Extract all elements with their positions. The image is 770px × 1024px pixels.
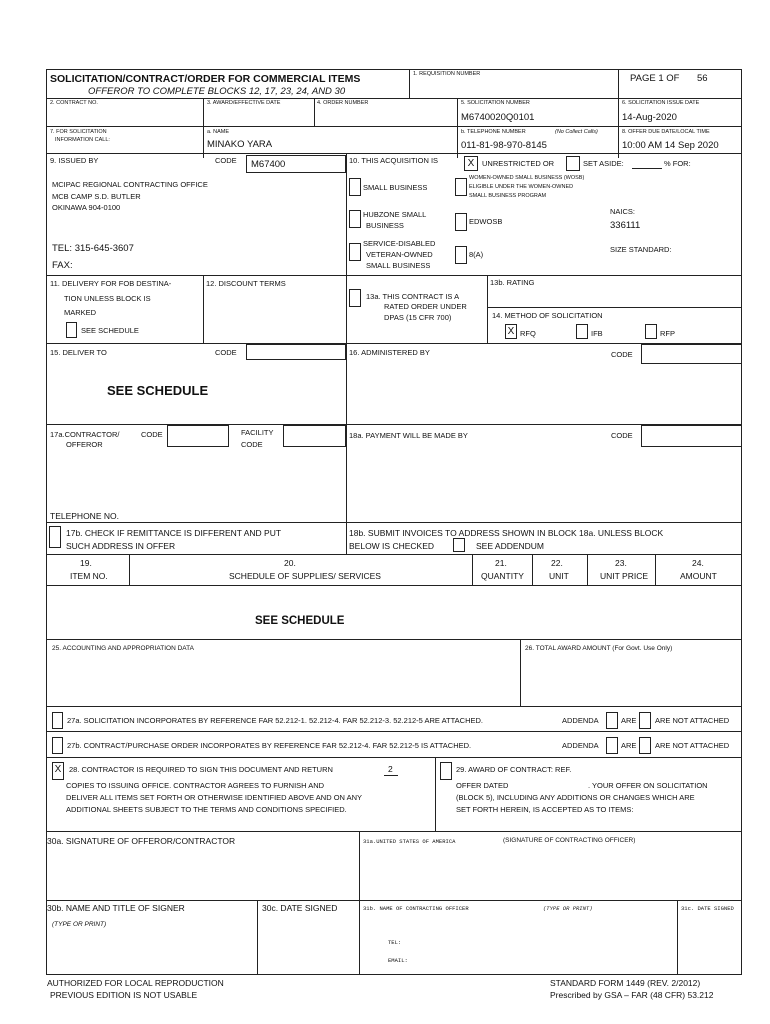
size-standard-label: SIZE STANDARD:: [610, 245, 672, 254]
far-27b-text: 27b. CONTRACT/PURCHASE ORDER INCORPORATES BY REFERENCE FAR 52.212-4. FAR 52.212-5 IS ATTACHED.: [67, 741, 472, 750]
sdvosb-label-1: SERVICE-DISABLED: [363, 239, 436, 248]
award-date-label: 3. AWARD/EFFECTIVE DATE: [207, 100, 281, 106]
naics-label: NAICS:: [610, 207, 636, 216]
rfq-label: RFQ: [520, 329, 536, 338]
rfp-label: RFP: [660, 329, 675, 338]
rated-order-line-3: DPAS (15 CFR 700): [384, 313, 452, 322]
col20-label: SCHEDULE OF SUPPLIES/ SERVICES: [229, 571, 381, 581]
block29-your-offer: . YOUR OFFER ON SOLICITATION: [588, 781, 708, 790]
delivery-label-1: 11. DELIVERY FOR FOB DESTINA-: [50, 279, 172, 288]
offer-due: 10:00 AM 14 Sep 2020: [622, 140, 719, 151]
hubzone-label-1: HUBZONE SMALL: [363, 210, 427, 219]
footer-left-2: PREVIOUS EDITION IS NOT USABLE: [50, 990, 198, 1000]
date-signed-label: 30c. DATE SIGNED: [262, 903, 338, 913]
info-call-label: 7. FOR SOLICITATION: [50, 129, 107, 135]
far-27b-addenda: ADDENDA: [562, 741, 599, 750]
set-aside-checkbox[interactable]: [566, 156, 580, 171]
ifb-label: IFB: [591, 329, 603, 338]
unrestricted-checkbox[interactable]: X: [464, 156, 478, 171]
order-number-label: 4. ORDER NUMBER: [317, 100, 369, 106]
facility-label: FACILITY: [241, 428, 274, 437]
facility-code-box: [283, 425, 346, 447]
issuer-address-line-1: MCIPAC REGIONAL CONTRACTING OFFICE: [52, 180, 208, 189]
set-aside-label: SET ASIDE:: [583, 159, 624, 168]
block28-line-1: 28. CONTRACTOR IS REQUIRED TO SIGN THIS DOCUMENT AND RETURN: [69, 765, 333, 774]
col22-number: 22.: [551, 558, 563, 568]
ifb-checkbox[interactable]: [576, 324, 588, 339]
page-label: PAGE 1 OF: [630, 73, 680, 84]
wosb-label-1: WOMEN-OWNED SMALL BUSINESS (WOSB): [469, 175, 585, 181]
contractor-code-label: CODE: [141, 430, 163, 439]
payment-code-box: [641, 425, 742, 447]
issued-by-code: M67400: [251, 159, 286, 170]
block29-offer-dated: OFFER DATED: [456, 781, 509, 790]
far-27a-checkbox[interactable]: [52, 712, 63, 729]
contractor-label-2: OFFEROR: [66, 440, 103, 449]
wosb-label-3: SMALL BUSINESS PROGRAM: [469, 193, 547, 199]
issued-by-label: 9. ISSUED BY: [50, 156, 99, 165]
edwosb-checkbox[interactable]: [455, 213, 467, 231]
co-tel-label: TEL:: [388, 939, 402, 946]
deliver-to-code-label: CODE: [215, 348, 237, 357]
see-addendum-checkbox[interactable]: [453, 538, 465, 552]
edwosb-label: EDWOSB: [469, 217, 503, 226]
rated-order-line-2: RATED ORDER UNDER: [384, 302, 467, 311]
eight-a-label: 8(A): [469, 250, 484, 259]
telephone-number: 011-81-98-970-8145: [461, 140, 547, 151]
telephone-no-label: TELEPHONE NO.: [50, 511, 119, 521]
see-addendum-label: SEE ADDENDUM: [476, 541, 545, 551]
far-27a-are-not: ARE NOT ATTACHED: [655, 716, 730, 725]
rated-order-checkbox[interactable]: [349, 289, 361, 307]
far-27b-are-not: ARE NOT ATTACHED: [655, 741, 730, 750]
total-award-label: 26. TOTAL AWARD AMOUNT (For Govt. Use Only): [525, 645, 673, 652]
hubzone-checkbox[interactable]: [349, 210, 361, 228]
unrestricted-label: UNRESTRICTED OR: [482, 159, 555, 168]
eight-a-checkbox[interactable]: [455, 246, 467, 264]
signature-offeror-label: 30a. SIGNATURE OF OFFEROR/CONTRACTOR: [47, 836, 236, 846]
delivery-label-3: MARKED: [64, 308, 97, 317]
block29-line-4: SET FORTH HEREIN, IS ACCEPTED AS TO ITEMS:: [456, 805, 634, 814]
delivery-see-schedule-checkbox[interactable]: [66, 322, 77, 338]
administered-code-label: CODE: [611, 350, 633, 359]
offer-due-label: 8. OFFER DUE DATE/LOCAL TIME: [622, 129, 710, 135]
col24-number: 24.: [692, 558, 704, 568]
wosb-checkbox[interactable]: [455, 178, 467, 196]
hubzone-label-2: BUSINESS: [366, 221, 404, 230]
far-27b-are-not-checkbox[interactable]: [639, 737, 651, 754]
delivery-see-schedule-label: SEE SCHEDULE: [81, 326, 139, 335]
issued-by-code-label: CODE: [215, 156, 237, 165]
invoice-line-1: 18b. SUBMIT INVOICES TO ADDRESS SHOWN IN BLOCK 18a. UNLESS BLOCK: [349, 528, 664, 538]
far-27a-text: 27a. SOLICITATION INCORPORATES BY REFERENCE FAR 52.212-1. 52.212-4. FAR 52.212-3. 52.212-5 ARE ATTACHED.: [67, 716, 483, 725]
block28-copies: 2: [388, 764, 393, 774]
block28-checkbox[interactable]: X: [52, 762, 64, 780]
percent-for-label: % FOR:: [664, 159, 691, 168]
far-27a-are-not-checkbox[interactable]: [639, 712, 651, 729]
issuer-address-line-2: MCB CAMP S.D. BUTLER: [52, 192, 141, 201]
issue-date-label: 6. SOLICITATION ISSUE DATE: [622, 100, 700, 106]
rfq-checkbox[interactable]: X: [505, 324, 517, 339]
col23-label: UNIT PRICE: [600, 571, 649, 581]
payment-label: 18a. PAYMENT WILL BE MADE BY: [349, 431, 468, 440]
col19-label: ITEM NO.: [70, 571, 108, 581]
col24-label: AMOUNT: [680, 571, 717, 581]
accounting-label: 25. ACCOUNTING AND APPROPRIATION DATA: [52, 645, 194, 652]
administered-by-label: 16. ADMINISTERED BY: [349, 348, 430, 357]
col21-label: QUANTITY: [481, 571, 524, 581]
signature-usa-label: 31a.UNITED STATES OF AMERICA: [363, 838, 456, 845]
discount-terms-label: 12. DISCOUNT TERMS: [206, 279, 286, 288]
deliver-to-code-box: [246, 344, 346, 360]
telephone-label: b. TELEPHONE NUMBER: [461, 129, 526, 135]
contractor-label: 17a.CONTRACTOR/: [50, 430, 120, 439]
contractor-code-box: [167, 425, 229, 447]
sdvosb-checkbox[interactable]: [349, 243, 361, 261]
col19-number: 19.: [80, 558, 92, 568]
remittance-line-1: 17b. CHECK IF REMITTANCE IS DIFFERENT AND PUT: [66, 528, 282, 538]
issuer-tel: TEL: 315-645-3607: [52, 243, 134, 254]
sdvosb-label-2: VETERAN-OWNED: [366, 250, 433, 259]
signer-name-note: (TYPE OR PRINT): [52, 921, 107, 928]
name-label: a. NAME: [207, 129, 230, 135]
form-title: SOLICITATION/CONTRACT/ORDER FOR COMMERCIAL ITEMS: [50, 73, 361, 85]
deliver-to-label: 15. DELIVER TO: [50, 348, 107, 357]
issue-date: 14-Aug-2020: [622, 112, 677, 123]
co-email-label: EMAIL:: [388, 957, 408, 964]
no-collect-note: (No Collect Calls): [555, 129, 598, 135]
col23-number: 23.: [615, 558, 627, 568]
footer-left-1: AUTHORIZED FOR LOCAL REPRODUCTION: [47, 978, 224, 988]
far-27a-are-checkbox[interactable]: [606, 712, 618, 729]
small-business-label: SMALL BUSINESS: [363, 183, 428, 192]
far-27a-are: ARE: [621, 716, 637, 725]
block28-line-2: COPIES TO ISSUING OFFICE. CONTRACTOR AGREES TO FURNISH AND: [66, 781, 325, 790]
far-27b-checkbox[interactable]: [52, 737, 63, 754]
naics-code: 336111: [610, 220, 641, 231]
signature-co-label: (SIGNATURE OF CONTRACTING OFFICER): [503, 837, 636, 844]
acquisition-label: 10. THIS ACQUISITION IS: [349, 156, 439, 165]
solicitation-number-label: 5. SOLICITATION NUMBER: [461, 100, 530, 106]
deliver-to-value: SEE SCHEDULE: [107, 383, 209, 398]
remittance-checkbox[interactable]: [49, 526, 61, 548]
schedule-body: SEE SCHEDULE: [255, 615, 345, 627]
signer-name-label: 30b. NAME AND TITLE OF SIGNER: [47, 903, 185, 913]
administered-code-box: [641, 344, 742, 364]
rating-label: 13b. RATING: [490, 278, 535, 287]
contracting-officer-name-label: 31b. NAME OF CONTRACTING OFFICER: [363, 905, 469, 912]
far-27b-are: ARE: [621, 741, 637, 750]
requisition-number-label: 1. REQUISITION NUMBER: [413, 71, 481, 77]
solicitation-number: M6740020Q0101: [461, 112, 535, 123]
block29-line-1: 29. AWARD OF CONTRACT: REF.: [456, 765, 572, 774]
invoice-line-2: BELOW IS CHECKED: [349, 541, 435, 551]
col20-number: 20.: [284, 558, 296, 568]
col22-label: UNIT: [549, 571, 569, 581]
info-call-label-2: INFORMATION CALL:: [55, 137, 110, 143]
contracting-officer-name-note: (TYPE OR PRINT): [543, 905, 593, 912]
rfp-checkbox[interactable]: [645, 324, 657, 339]
rated-order-line-1: 13a. THIS CONTRACT IS A: [366, 292, 460, 301]
footer-right-1: STANDARD FORM 1449 (REV. 2/2012): [550, 978, 701, 988]
payment-code-label: CODE: [611, 431, 633, 440]
block29-checkbox[interactable]: [440, 762, 452, 780]
block29-line-3: (BLOCK 5), INCLUDING ANY ADDITIONS OR CHANGES WHICH ARE: [456, 793, 695, 802]
issuer-address-line-3: OKINAWA 904-0100: [52, 203, 121, 212]
page-total: 56: [697, 73, 708, 84]
issuer-fax: FAX:: [52, 260, 73, 271]
far-27b-are-checkbox[interactable]: [606, 737, 618, 754]
sdvosb-label-3: SMALL BUSINESS: [366, 261, 431, 270]
block28-line-4: ADDITIONAL SHEETS SUBJECT TO THE TERMS AND CONDITIONS SPECIFIED.: [66, 805, 347, 814]
facility-code-label: CODE: [241, 440, 263, 449]
far-27a-addenda: ADDENDA: [562, 716, 599, 725]
col21-number: 21.: [495, 558, 507, 568]
delivery-label-2: TION UNLESS BLOCK IS: [64, 294, 151, 303]
contract-no-label: 2. CONTRACT NO.: [50, 100, 98, 106]
form-subtitle: OFFEROR TO COMPLETE BLOCKS 12, 17, 23, 24, AND 30: [88, 86, 346, 97]
co-date-signed-label: 31c. DATE SIGNED: [681, 905, 734, 912]
block28-line-3: DELIVER ALL ITEMS SET FORTH OR OTHERWISE IDENTIFIED ABOVE AND ON ANY: [66, 793, 363, 802]
method-label: 14. METHOD OF SOLICITATION: [492, 311, 603, 320]
small-business-checkbox[interactable]: [349, 178, 361, 196]
remittance-line-2: SUCH ADDRESS IN OFFER: [66, 541, 176, 551]
wosb-label-2: ELIGIBLE UNDER THE WOMEN-OWNED: [469, 184, 574, 190]
contact-name: MINAKO YARA: [207, 139, 273, 150]
footer-right-2: Prescribed by GSA – FAR (48 CFR) 53.212: [550, 990, 714, 1000]
